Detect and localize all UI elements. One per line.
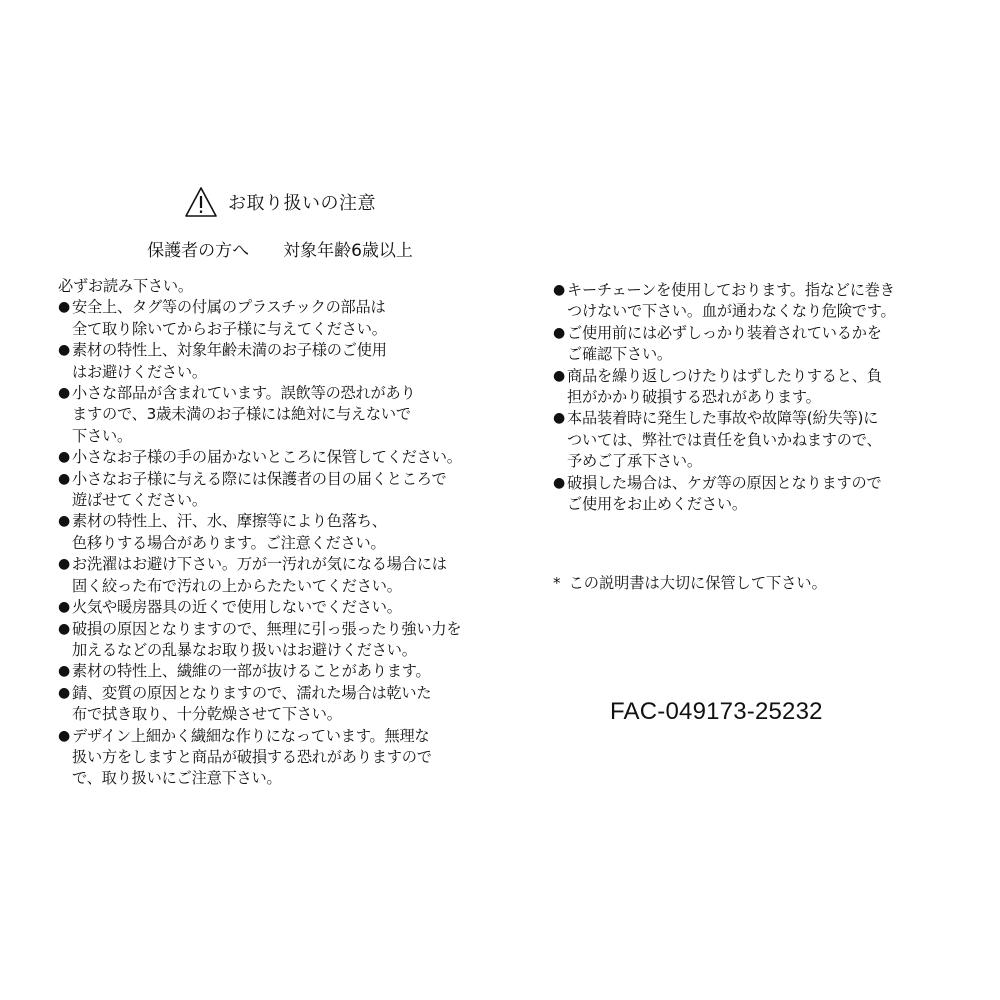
bullet-icon: ● [553,410,566,427]
bullet-icon: ● [553,367,566,384]
caution-item [58,554,478,597]
caution-line: 布で拭き取り、十分乾燥させて下さい。 [72,705,342,724]
caution-item [58,683,478,726]
right-column [553,280,933,515]
caution-line: 本品装着時に発生した事故や故障等(紛失等)に [567,409,879,428]
bullet-icon: ● [58,663,71,680]
caution-item [553,408,933,472]
caution-line: 安全上、タグ等の付属のプラスチックの部品は [72,298,386,317]
caution-line: キーチェーンを使用しております。指などに巻き [567,281,895,299]
caution-item [553,323,933,366]
caution-text [72,661,478,682]
bullet-icon: ● [553,282,566,298]
caution-line: 商品を繰り返しつけたりはずしたりすると、負 [567,366,882,385]
right-caution-list [553,280,933,515]
caution-item [58,383,478,447]
page-title: お取り扱いの注意 [228,193,376,214]
caution-item [58,511,478,554]
caution-item [58,619,478,662]
caution-text [72,297,478,340]
caution-line: ますので、3歳未満のお子様には絶対に与えないで [72,405,411,424]
caution-item [553,473,933,516]
caution-text [567,408,933,472]
caution-line: 固く絞った布で汚れの上からたたいてください。 [72,576,402,595]
bullet-icon: ● [58,599,71,616]
bullet-icon: ● [553,324,566,341]
caution-line: 素材の特性上、汗、水、摩擦等により色落ち、 [72,512,387,531]
bullet-icon: ● [58,727,71,744]
caution-line: 下さい。 [72,426,132,445]
caution-line: 色移りする場合があります。ご注意ください。 [72,533,386,552]
caution-line: ご使用前には必ずしっかり装着されているかを [567,323,882,342]
caution-item [58,726,478,790]
caution-line: ついては、弊社では責任を負いかねますので、 [567,430,882,449]
left-column [58,276,478,790]
caution-line: 素材の特性上、対象年齢未満のお子様のご使用 [72,341,387,360]
caution-line: 小さなお子様の手の届かないところに保管してください。 [72,448,462,467]
caution-line: 素材の特性上、繊維の一部が抜けることがあります。 [72,662,431,681]
caution-text [567,473,933,516]
header-title-row [0,182,560,222]
caution-line: 破損した場合は、ケガ等の原因となりますので [567,473,882,492]
caution-text [72,383,478,447]
caution-text [567,323,933,366]
caution-line: 錆、変質の原因となりますので、濡れた場合は乾いた [72,683,432,702]
caution-line: 加えるなどの乱暴なお取り扱いはお避けください。 [72,640,417,659]
caution-item [58,597,478,618]
audience-label: 保護者の方へ [147,241,250,261]
caution-item [553,366,933,409]
intro-text: 必ずお読み下さい。 [58,277,193,295]
caution-line: お洗濯はお避け下さい。万が一汚れが気になる場合には [72,555,447,574]
caution-line: 遊ばせてください。 [72,491,207,510]
bullet-icon: ● [58,299,71,316]
bullet-icon: ● [58,556,71,573]
caution-item [58,297,478,340]
caution-line: 予めご了承下さい。 [567,452,702,471]
bullet-icon: ● [58,342,71,359]
bullet-icon: ● [58,620,71,637]
caution-line: 火気や暖房器具の近くで使用しないでください。 [72,598,402,617]
caution-text [72,726,478,790]
caution-text [567,366,933,409]
bullet-icon: ● [58,470,71,487]
caution-line: で、取り扱いにご注意下さい。 [72,769,282,788]
caution-text [72,447,478,468]
caution-line: つけないで下さい。血が通わなくなり危険です。 [567,302,896,321]
caution-line: デザイン上細かく繊細な作りになっています。無理な [72,726,430,745]
bullet-icon: ● [58,513,71,530]
bullet-icon: ● [58,449,71,466]
caution-text [72,597,478,618]
caution-item [58,661,478,682]
storage-note [553,572,827,593]
caution-line: 小さなお子様に与える際には保護者の目の届くところで [72,469,447,488]
age-notice: 対象年齢6歳以上 [283,241,413,261]
note-text: この説明書は大切に保管して下さい。 [568,574,827,592]
warning-triangle-icon [184,186,218,218]
caution-line: はお避けください。 [72,362,207,381]
caution-line: ご使用をお止めください。 [567,495,747,514]
caution-text [567,280,933,323]
product-code: FAC-049173-25232 [610,698,823,725]
caution-line: 担がかかり破損する恐れがあります。 [567,388,821,407]
note-asterisk: * [553,574,561,592]
caution-line: 破損の原因となりますので、無理に引っ張ったり強い力を [72,619,462,638]
caution-text [72,619,478,662]
caution-item [58,340,478,383]
caution-item [58,469,478,512]
caution-text [72,683,478,726]
caution-line: 小さな部品が含まれています。誤飲等の恐れがあり [72,384,416,403]
caution-item [553,280,933,323]
caution-text [72,554,478,597]
caution-line: ご確認下さい。 [567,345,672,364]
caution-text [72,511,478,554]
caution-line: 全て取り除いてからお子様に与えてください。 [72,319,387,338]
caution-item [58,447,478,468]
bullet-icon: ● [58,684,71,701]
caution-text [72,469,478,512]
caution-line: 扱い方をしますと商品が破損する恐れがありますので [72,747,432,766]
left-caution-list [58,297,478,789]
caution-text [72,340,478,383]
bullet-icon: ● [553,474,566,491]
bullet-icon: ● [58,385,71,402]
subtitle-row [0,236,560,261]
